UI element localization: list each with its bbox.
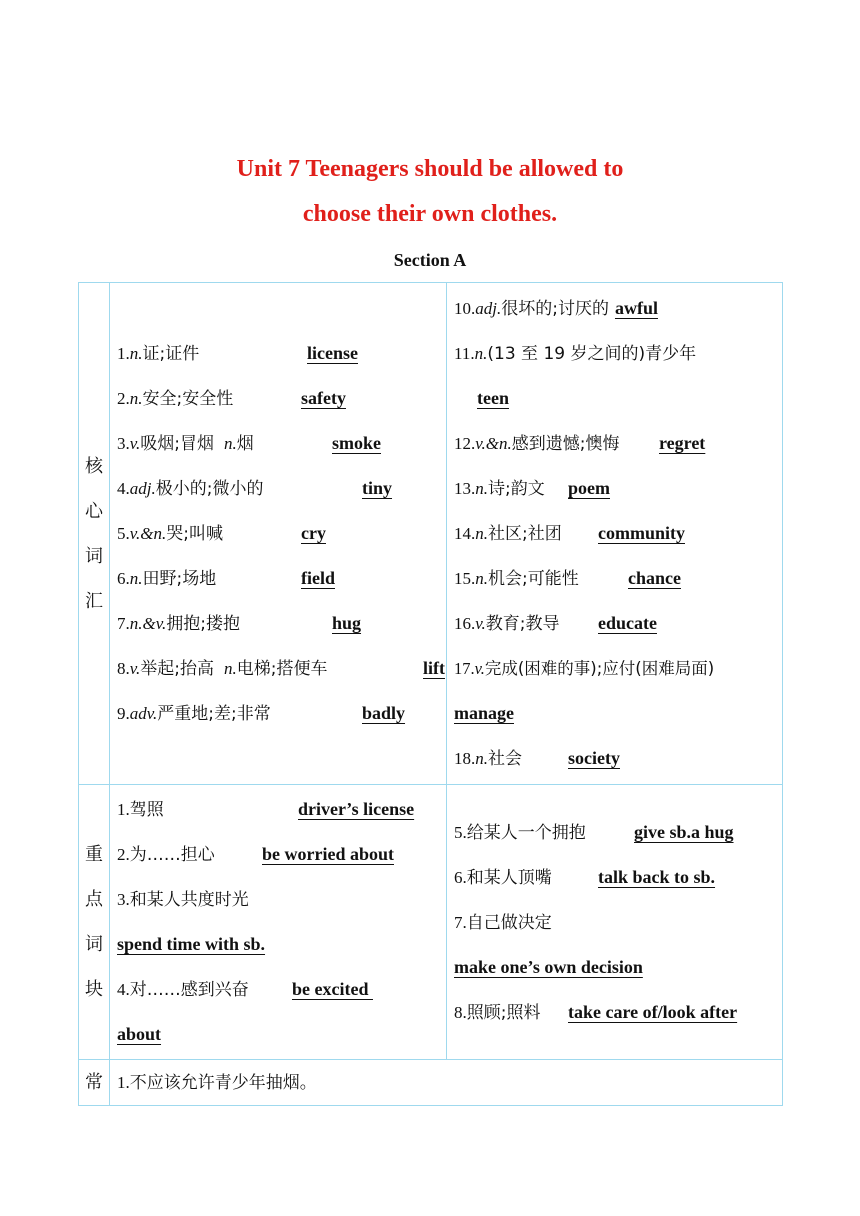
phrase-item-continued — [110, 1012, 446, 1057]
vocab-item: 14.n.社区;社团 community — [447, 511, 782, 556]
vocab-item: 5.v.&n.哭;叫喊 cry — [110, 511, 446, 556]
key-phrases-row — [79, 785, 783, 1060]
vocab-item: 18.n.社会 society — [447, 736, 782, 781]
core-vocabulary-row — [79, 283, 783, 785]
answer: teen — [477, 388, 509, 408]
section-heading: Section A — [393, 250, 467, 270]
vocab-item: 11.n.(13 至 19 岁之间的)青少年 — [454, 344, 697, 364]
answer: awful — [614, 298, 658, 318]
answer: spend time with sb. — [117, 934, 266, 954]
answer: cry — [301, 523, 326, 543]
answer: be worried about — [262, 844, 394, 864]
label-char: 块 — [85, 979, 103, 1000]
answer: society — [568, 748, 620, 768]
phrase-item: 5.给某人一个拥抱 give sb.a hug — [447, 810, 782, 855]
vocab-item: 12.v.&n.感到遗憾;懊悔 regret — [447, 421, 782, 466]
phrase-item-continued — [447, 945, 782, 990]
answer: tiny — [362, 478, 393, 498]
vocab-item: 13.n.诗;韵文 poem — [447, 466, 782, 511]
answer: manage — [454, 703, 514, 723]
vocab-item: 8.v.举起;抬高 n.电梯;搭便车 lift — [110, 646, 446, 691]
phrase-item: 4.对……感到兴奋 be excited — [110, 967, 446, 1012]
answer: chance — [628, 568, 681, 588]
answer: smoke — [332, 433, 381, 453]
answer: driver’s license — [298, 799, 415, 819]
core-vocabulary-right — [447, 283, 783, 785]
vocab-item-continued — [447, 376, 782, 421]
phrase-item: 2.为……担心 be worried about — [110, 832, 446, 877]
answer: poem — [568, 478, 610, 498]
sentences-content — [110, 1060, 783, 1106]
sentences-row — [79, 1060, 783, 1106]
answer: hug — [332, 613, 362, 633]
vocab-item: 4.adj.极小的;微小的 tiny — [110, 466, 446, 511]
title-line-1: Unit 7 Teenagers should be allowed to — [236, 156, 624, 182]
label-char: 核 — [85, 455, 103, 477]
key-phrases-left — [110, 785, 447, 1060]
phrase-item: 8.照顾;照料 take care of/look after — [447, 990, 782, 1035]
phrase-item-continued — [110, 922, 446, 967]
answer: license — [307, 343, 358, 363]
vocabulary-table — [78, 282, 783, 1106]
answer: educate — [598, 613, 657, 633]
core-vocabulary-left — [110, 283, 447, 785]
answer: take care of/look after — [568, 1001, 738, 1022]
sentence-item: 1.不应该允许青少年抽烟。 — [117, 1073, 317, 1093]
vocab-item: 1.n.证;证件 license — [110, 331, 446, 376]
phrase-item: 1.驾照 driver’s license — [110, 787, 446, 832]
label-char: 汇 — [85, 590, 103, 612]
sentences-label: 常 — [79, 1060, 110, 1106]
core-vocabulary-label — [79, 283, 110, 785]
answer: safety — [301, 388, 346, 408]
vocab-item: 15.n.机会;可能性 chance — [447, 556, 782, 601]
key-phrases-label — [79, 785, 110, 1060]
label-char: 点 — [85, 889, 103, 910]
vocab-item: 3.v.吸烟;冒烟 n.烟 smoke — [110, 421, 446, 466]
label-char: 词 — [85, 934, 103, 955]
key-phrases-right — [447, 785, 783, 1060]
answer: regret — [659, 433, 706, 453]
answer: community — [598, 523, 685, 543]
vocab-item: 7.n.&v.拥抱;搂抱 hug — [110, 601, 446, 646]
answer: lift — [423, 658, 445, 678]
label-char: 词 — [85, 545, 103, 567]
label-char: 重 — [85, 844, 103, 865]
vocab-item: 10.adj.很坏的;讨厌的 awful — [454, 298, 658, 319]
phrase-item: 3.和某人共度时光 — [117, 890, 249, 910]
answer: badly — [362, 703, 406, 723]
answer-line-1: be excited — [292, 979, 373, 999]
answer: field — [301, 568, 335, 588]
answer: make one’s own decision — [454, 956, 643, 977]
vocab-item: 2.n.安全;安全性 safety — [110, 376, 446, 421]
vocab-item: 9.adv.严重地;差;非常 badly — [110, 691, 446, 736]
vocab-item-continued — [447, 691, 782, 736]
label-char: 心 — [85, 500, 103, 522]
answer: talk back to sb. — [598, 866, 716, 887]
vocab-item: 16.v.教育;教导 educate — [447, 601, 782, 646]
vocab-item: 17.v.完成(困难的事);应付(困难局面) — [454, 659, 715, 678]
answer-line-2: about — [117, 1024, 162, 1044]
phrase-item: 7.自己做决定 — [454, 912, 552, 933]
answer: give sb.a hug — [634, 821, 734, 842]
phrase-item: 6.和某人顶嘴 talk back to sb. — [447, 855, 782, 900]
vocab-item: 6.n.田野;场地 field — [110, 556, 446, 601]
title-line-2: choose their own clothes. — [302, 201, 558, 227]
